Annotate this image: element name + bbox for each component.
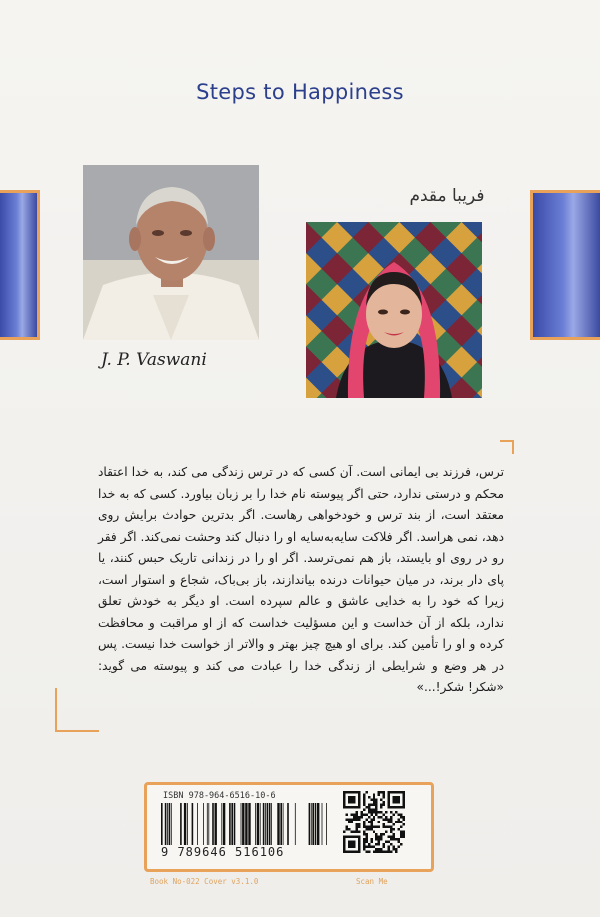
isbn-label: ISBN 978-964-6516-10-6 xyxy=(163,791,276,801)
author-photo-moghadam xyxy=(306,222,482,398)
right-decorative-panel xyxy=(530,190,600,340)
barcode-bars xyxy=(161,803,329,845)
left-decorative-panel xyxy=(0,190,40,340)
author-name-english: J. P. Vaswani xyxy=(101,350,207,370)
decorative-corner-top-right xyxy=(500,440,514,454)
barcode-digits: 9 789646 516106 xyxy=(161,845,285,859)
cover-version-label: Book No-022 Cover v3.1.0 xyxy=(150,877,259,886)
book-title: Steps to Happiness xyxy=(196,80,404,104)
scan-me-label: Scan Me xyxy=(356,877,388,886)
qr-code[interactable] xyxy=(343,791,405,853)
back-cover-blurb: ترس، فرزند بی ایمانی است. آن کسی که در ترس زندگی می کند، به خدا اعتقاد محکم و درستی ندارد، حتی اگر پیوسته نام خدا را بر زبان بیاورد. کسی که به خدا معتقد است، از بند ترس و خودخواهی رهاست. اگر بدترین حوادث برایش روی دهد، نمی هراسد. اگر فلاکت سایه‌به‌سایه او را دنبال کند وحشت نمی‌کند. اگر فقر رو در روی او بایستد، باز هم نمی‌ترسد. اگر او را در زندانی تاریک حبس کنند، یا پای دار برند، در میان حیوانات درنده بیاندازند، باز بی‌باک، شجاع و استوار است، زیرا که خود را به خدایی عاشق و عالم سپرده است. او دیگر به خودش تعلق ندارد، بلکه از آن خداست و این مسؤلیت خداست که از او مراقبت و محافظت کرده و او را تأمین کند. برای او هیچ چیز بهتر و والاتر از خواست خدا نیست. پس در هر وضع و شرایطی از زندگی خدا را عبادت می کند و پیوسته می گوید: «شکر! شکر!...» xyxy=(98,465,504,694)
author-name-persian: فریبا مقدم xyxy=(409,186,485,206)
barcode-panel xyxy=(144,782,434,872)
decorative-corner-bottom-left xyxy=(55,688,99,732)
author-photo-vaswani xyxy=(83,165,259,340)
